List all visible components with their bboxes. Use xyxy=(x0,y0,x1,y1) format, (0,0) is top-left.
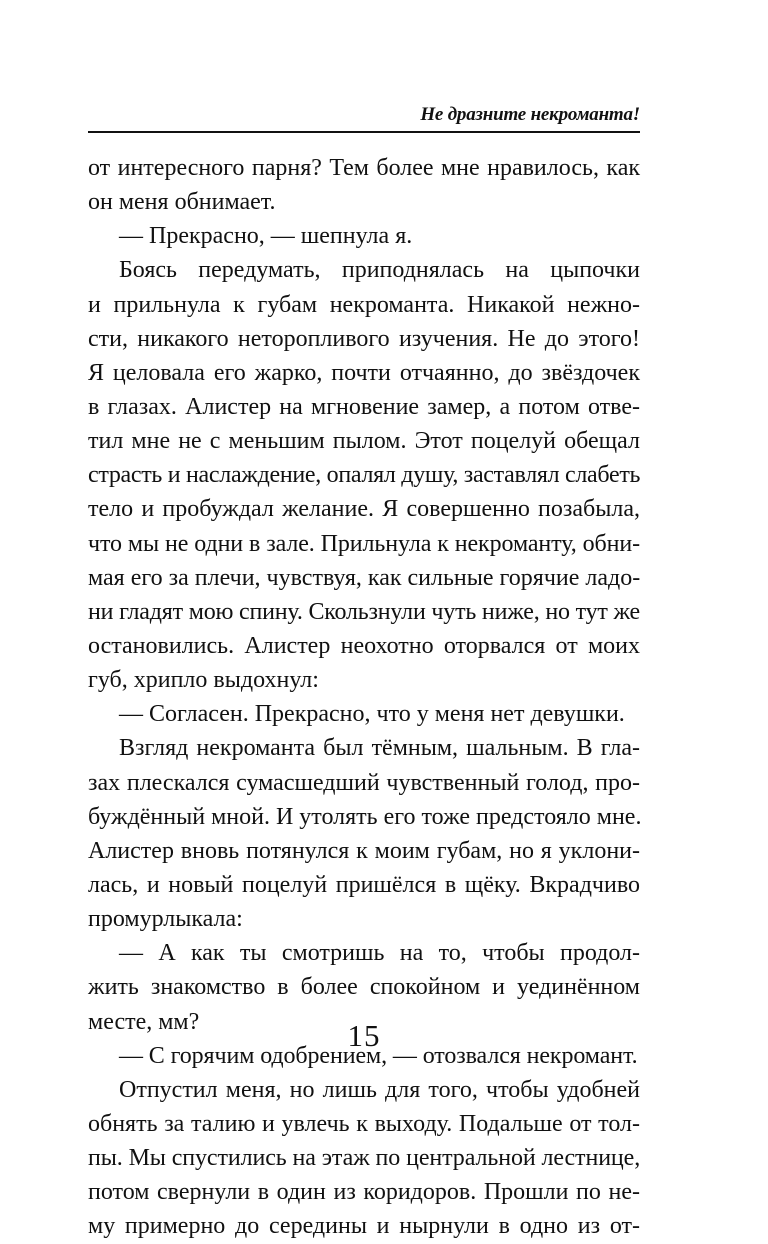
text-line: — А как ты смотришь на то, чтобы продол- xyxy=(119,940,640,967)
text-line: — Согласен. Прекрасно, что у меня нет девушки. xyxy=(119,701,625,728)
text-line: страсть и наслаждение, опалял душу, заставлял слабеть xyxy=(88,462,641,489)
text-line: му примерно до середины и нырнули в одно из от- xyxy=(88,1213,640,1240)
text-line: остановились. Алистер неохотно оторвался от моих xyxy=(88,632,640,659)
text-line: буждённый мной. И утолять его тоже предстояло мне. xyxy=(88,803,642,830)
text-line: губ, хрипло выдохнул: xyxy=(88,667,319,694)
text-line: Отпустил меня, но лишь для того, чтобы удобней xyxy=(119,1076,640,1103)
text-line: сти, никакого неторопливого изучения. Не до этого! xyxy=(88,325,640,352)
text-line: мая его за плечи, чувствуя, как сильные горячие ладо- xyxy=(88,564,641,591)
header-rule xyxy=(88,131,640,133)
text-line: и прильнула к губам некроманта. Никакой нежно- xyxy=(88,291,640,318)
text-line: от интересного парня? Тем более мне нравилось, как xyxy=(88,155,640,181)
text-line: потом свернули в один из коридоров. Прошли по не- xyxy=(88,1179,640,1206)
text-line: жить знакомство в более спокойном и уединённом xyxy=(88,974,640,1001)
text-line: Боясь передумать, приподнялась на цыпочки xyxy=(119,257,640,284)
text-line: Взгляд некроманта был тёмным, шальным. В гла- xyxy=(119,735,640,762)
text-line: — С горячим одобрением, — отозвался некромант. xyxy=(119,1042,638,1069)
text-line: в глазах. Алистер на мгновение замер, а потом отве- xyxy=(88,393,640,420)
running-title: Не дразните некроманта! xyxy=(420,104,640,125)
text-line: зах плескался сумасшедший чувственный голод, про- xyxy=(88,769,640,796)
text-line: — Прекрасно, — шепнула я. xyxy=(119,223,413,250)
text-line: обнять за талию и увлечь к выходу. Подальше от тол- xyxy=(88,1110,640,1137)
page-number: 15 xyxy=(347,1018,381,1053)
text-line: Алистер вновь потянулся к моим губам, но я уклони- xyxy=(88,837,640,864)
text-line: ни гладят мою спину. Скользнули чуть ниже, но тут же xyxy=(88,598,640,625)
body-text xyxy=(88,151,640,1244)
text-line: промурлыкала: xyxy=(88,906,243,933)
text-line: пы. Мы спустились на этаж по центральной лестнице, xyxy=(88,1145,641,1172)
text-line: тил мне не с меньшим пылом. Этот поцелуй обещал xyxy=(88,428,640,455)
text-line: месте, мм? xyxy=(88,1008,200,1035)
text-line: тело и пробуждал желание. Я совершенно позабыла, xyxy=(88,496,640,523)
text-line: лась, и новый поцелуй пришёлся в щёку. Вкрадчиво xyxy=(88,871,640,898)
text-line: он меня обнимает. xyxy=(88,189,276,216)
text-line: Я целовала его жарко, почти отчаянно, до звёздочек xyxy=(88,359,640,386)
text-line: что мы не одни в зале. Прильнула к некроманту, обни- xyxy=(88,530,640,557)
